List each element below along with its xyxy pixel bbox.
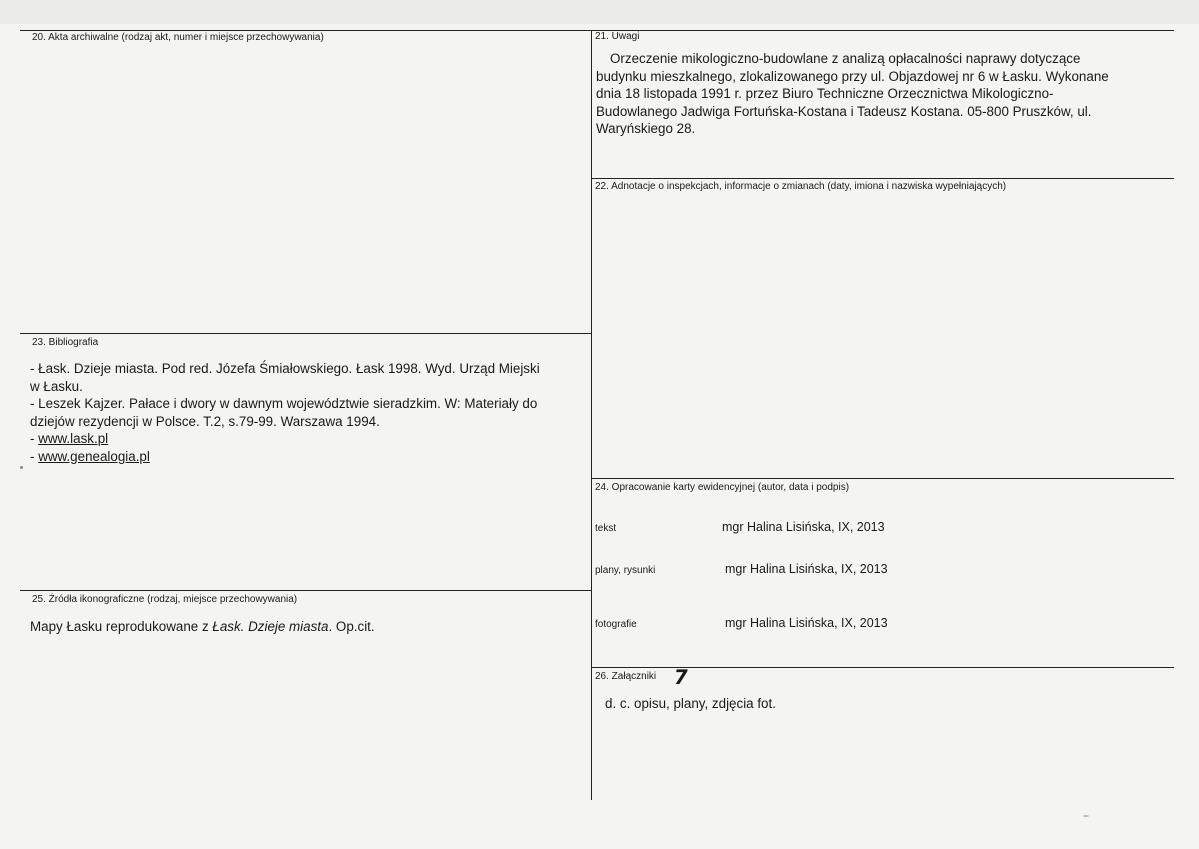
handwritten-count: 7	[671, 665, 691, 689]
scan-speck	[20, 466, 23, 469]
link-prefix: -	[30, 431, 39, 446]
divider-22-24	[591, 478, 1174, 479]
section-24-label: 24. Opracowanie karty ewidencyjnej (autor, data i podpis)	[595, 482, 850, 493]
bibliography-link-item	[30, 448, 585, 466]
bibliography-line: - Łask. Dzieje miasta. Pod red. Józefa Śmiałowskiego. Łask 1998. Wyd. Urząd Miejski	[30, 361, 540, 376]
divider-21-22	[591, 178, 1174, 179]
bibliography-line: - Leszek Kajzer. Pałace i dwory w dawnym województwie sieradzkim. W: Materiały do	[30, 396, 538, 411]
section-20-label: 20. Akta archiwalne (rodzaj akt, numer i miejsce przechowywania)	[32, 32, 324, 43]
scan-speck	[1083, 815, 1089, 817]
divider-20-23	[20, 333, 591, 334]
remarks-line: dnia 18 listopada 1991 r. przez Biuro Techniczne Orzecznictwa Mikologiczno-	[596, 86, 1054, 101]
section-25-label: 25. Źródła ikonograficzne (rodzaj, miejsce przechowywania)	[32, 594, 298, 605]
section-26-text: d. c. opisu, plany, zdjęcia fot.	[605, 696, 776, 711]
section-22-label: 22. Adnotacje o inspekcjach, informacje o zmianach (daty, imiona i nazwiska wypełniających)	[595, 181, 1007, 192]
bibliography-link-item	[30, 430, 585, 448]
row-photos-label: fotografie	[595, 619, 637, 630]
iconographic-text: Mapy Łasku reprodukowane z	[30, 619, 213, 634]
divider-23-25	[20, 590, 591, 591]
section-21-label: 21. Uwagi	[595, 31, 640, 42]
remarks-line: Waryńskiego 28.	[596, 121, 696, 136]
bibliography-line: w Łasku.	[30, 378, 83, 394]
remarks-line: budynku mieszkalnego, zlokalizowanego przy ul. Objazdowej nr 6 w Łasku. Wykonane	[596, 68, 1109, 84]
link-genealogia[interactable]: www.genealogia.pl	[38, 448, 150, 464]
link-lask[interactable]: www.lask.pl	[38, 431, 109, 446]
section-23-text	[30, 360, 585, 465]
row-plans-value: mgr Halina Lisińska, IX, 2013	[725, 562, 888, 576]
section-26-label: 26. Załączniki	[595, 671, 657, 682]
remarks-line: Orzeczenie mikologiczno-budowlane z analizą opłacalności naprawy dotyczące	[610, 51, 1081, 66]
section-23-label: 23. Bibliografia	[32, 337, 99, 348]
section-21-text	[596, 50, 1166, 138]
row-text-value: mgr Halina Lisińska, IX, 2013	[722, 520, 885, 534]
row-photos-value: mgr Halina Lisińska, IX, 2013	[725, 616, 888, 630]
remarks-line: Budowlanego Jadwiga Fortuńska-Kostana i Tadeusz Kostana. 05-800 Pruszków, ul.	[596, 103, 1092, 119]
iconographic-title: Łask. Dzieje miasta	[212, 619, 329, 634]
bibliography-line: dziejów rezydencji w Polsce. T.2, s.79-99. Warszawa 1994.	[30, 413, 380, 429]
row-plans-label: plany, rysunki	[595, 565, 656, 576]
scan-edge	[0, 0, 1199, 24]
iconographic-suffix: . Op.cit.	[328, 619, 375, 634]
section-25-text	[30, 618, 375, 636]
row-text-label: tekst	[595, 523, 617, 534]
column-divider	[591, 30, 592, 800]
link-prefix: -	[30, 448, 39, 464]
